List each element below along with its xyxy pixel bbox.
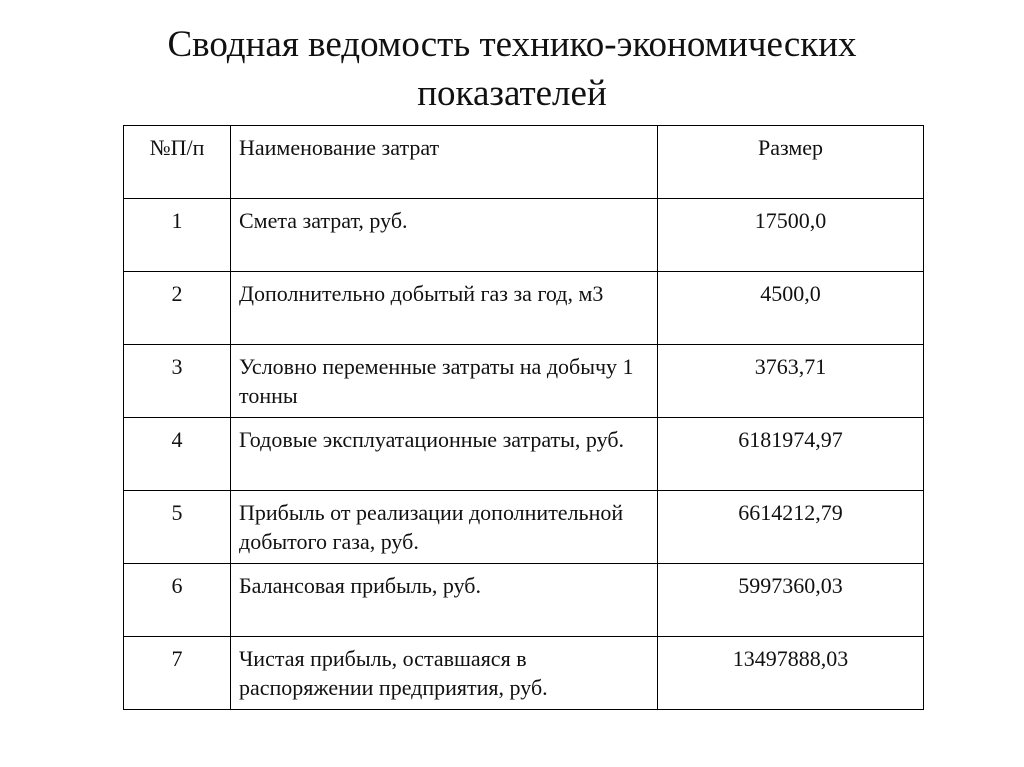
table-header-row (124, 126, 924, 199)
table-row (124, 418, 924, 491)
title-line-1: Сводная ведомость технико-экономических (167, 24, 857, 65)
header-size: Размер (658, 126, 924, 199)
row-value: 5997360,03 (658, 564, 924, 637)
row-name: Годовые эксплуатационные затраты, руб. (231, 418, 658, 491)
row-number: 5 (124, 491, 231, 564)
row-number: 1 (124, 199, 231, 272)
row-value: 6181974,97 (658, 418, 924, 491)
row-name: Дополнительно добытый газ за год, м3 (231, 272, 658, 345)
row-number: 3 (124, 345, 231, 418)
row-value: 17500,0 (658, 199, 924, 272)
row-name: Балансовая прибыль, руб. (231, 564, 658, 637)
row-name: Прибыль от реализации дополнительной добытого газа, руб. (231, 491, 658, 564)
row-number: 2 (124, 272, 231, 345)
title-line-2: показателей (417, 73, 607, 114)
row-value: 3763,71 (658, 345, 924, 418)
indicators-table (123, 125, 924, 710)
row-name: Чистая прибыль, оставшаяся в распоряжении предприятия, руб. (231, 637, 658, 710)
header-number: №П/п (124, 126, 231, 199)
table-row (124, 491, 924, 564)
row-number: 4 (124, 418, 231, 491)
table-row (124, 564, 924, 637)
row-value: 4500,0 (658, 272, 924, 345)
row-name: Смета затрат, руб. (231, 199, 658, 272)
row-value: 6614212,79 (658, 491, 924, 564)
row-name: Условно переменные затраты на добычу 1 тонны (231, 345, 658, 418)
row-value: 13497888,03 (658, 637, 924, 710)
row-number: 6 (124, 564, 231, 637)
header-cost-name: Наименование затрат (231, 126, 658, 199)
table-row (124, 345, 924, 418)
table-row (124, 199, 924, 272)
row-number: 7 (124, 637, 231, 710)
page-title (0, 20, 1024, 118)
table-row (124, 637, 924, 710)
table-row (124, 272, 924, 345)
